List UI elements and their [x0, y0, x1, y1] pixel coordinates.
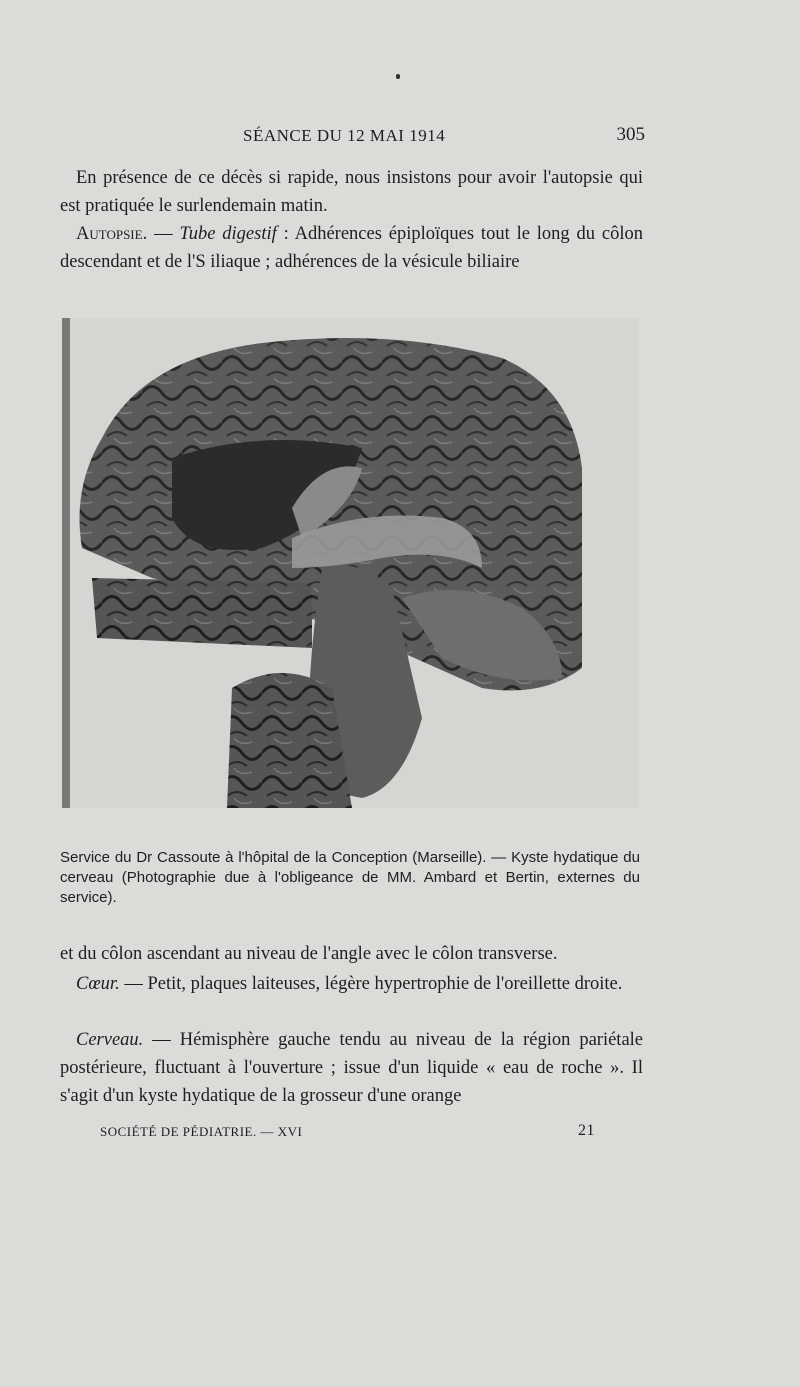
signature-footer	[100, 1124, 595, 1140]
brain-subject: Cerveau.	[76, 1030, 144, 1050]
autopsy-dash: —	[147, 224, 180, 244]
brain-text: — Hémisphère gauche tendu au niveau de la région pariétale postérieure, fluctuant à l'ouverture ; issue d'un liquide « eau de roche ». Il s'agit d'un kyste hydatique de la grosseur d'une orange	[60, 1030, 643, 1106]
page-number: 305	[616, 124, 645, 145]
paragraph-autopsy-digestive	[60, 220, 643, 276]
paragraph-brain	[60, 1026, 643, 1110]
autopsy-label: Autopsie.	[76, 224, 148, 244]
paragraph-autopsy-intro: En présence de ce décès si rapide, nous insistons pour avoir l'autopsie qui est pratiquée le surlendemain matin.	[60, 168, 643, 216]
running-header	[60, 122, 645, 152]
running-title: SÉANCE DU 12 MAI 1914	[243, 126, 446, 145]
heart-text: — Petit, plaques laiteuses, légère hypertrophie de l'oreillette droite.	[119, 974, 623, 994]
paragraph-colon-continuation: et du côlon ascendant au niveau de l'angle avec le côlon transverse.	[60, 944, 558, 964]
heart-subject: Cœur.	[76, 974, 120, 994]
ink-speck	[396, 74, 400, 79]
signature-number: 21	[578, 1122, 595, 1139]
brain-photo-illustration	[62, 318, 638, 808]
figure-caption: Service du Dr Cassoute à l'hôpital de la Conception (Marseille). — Kyste hydatique du cerveau (Photographie due à l'obligeance de MM. Ambard et Bertin, externes du service).	[60, 849, 640, 906]
paragraph-heart	[60, 970, 643, 998]
digestive-subject: Tube digestif	[179, 224, 277, 244]
brain-photograph	[62, 318, 638, 808]
digestive-text: : Adhérences épiploïques tout le long du côlon descendant et de l'S iliaque ; adhérences de la vésicule biliaire	[60, 224, 643, 272]
footer-society: SOCIÉTÉ DE PÉDIATRIE. — XVI	[100, 1124, 303, 1139]
